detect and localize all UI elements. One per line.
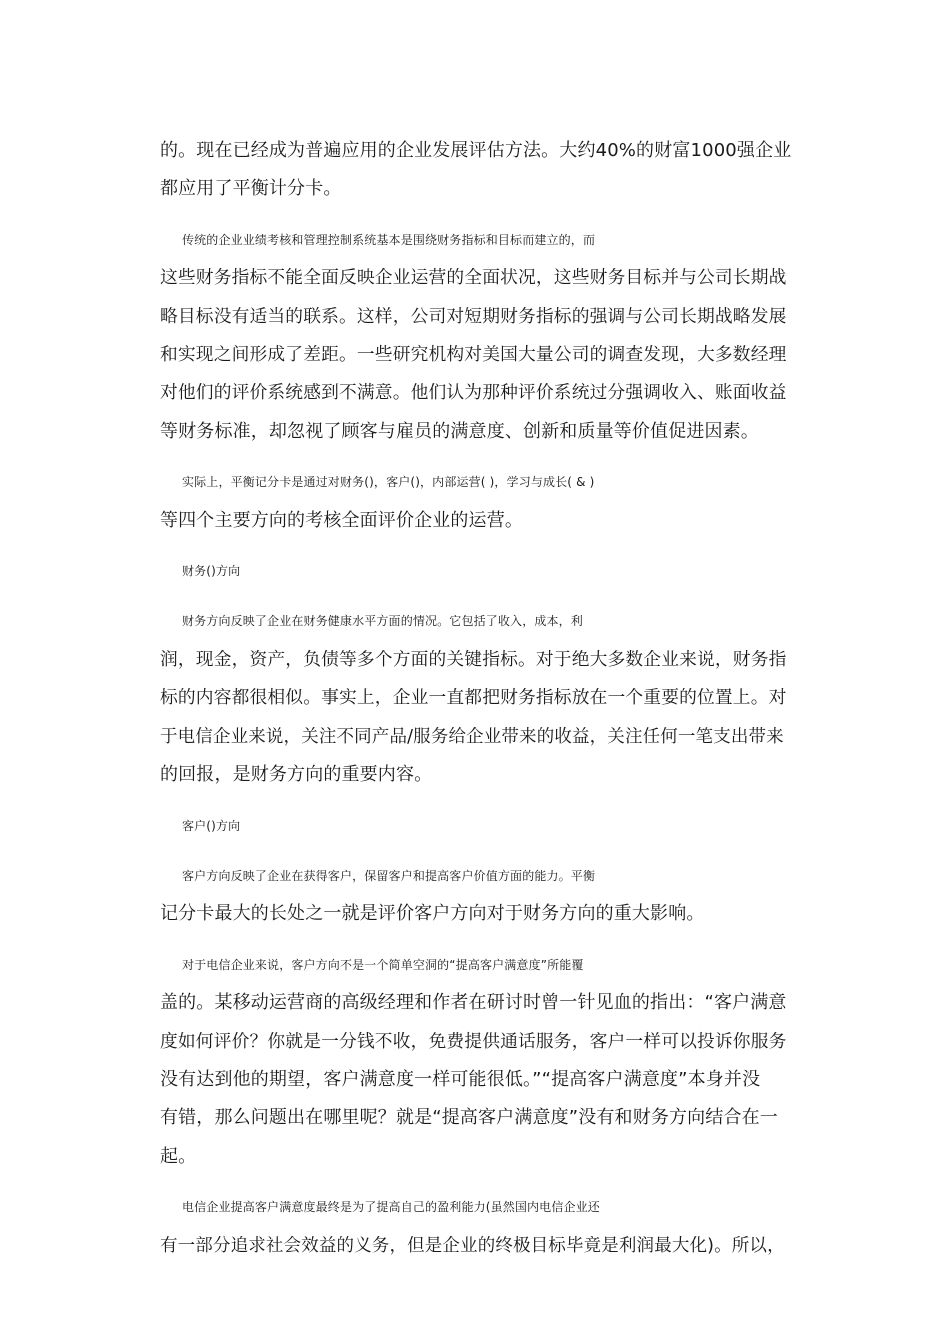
paragraph xyxy=(160,602,790,794)
text-line: 和实现之间形成了差距。一些研究机构对美国大量公司的调查发现，大多数经理 xyxy=(160,345,787,366)
text-line: 记分卡最大的长处之一就是评价客户方向对于财务方向的重大影响。 xyxy=(160,903,705,925)
section-heading xyxy=(160,807,790,845)
text-line: 客户方向反映了企业在获得客户，保留客户和提高客户价值方面的能力。平衡 xyxy=(182,868,596,883)
text-line: 标的内容都很相似。事实上，企业一直都把财务指标放在一个重要的位置上。对 xyxy=(160,688,787,709)
text-line: 电信企业提高客户满意度最终是为了提高自己的盈利能力(虽然国内电信企业还 xyxy=(182,1200,600,1215)
text-line: 于电信企业来说，关注不同产品/服务给企业带来的收益，关注任何一笔支出带来 xyxy=(160,726,784,747)
text-line: 度如何评价？你就是一分钱不收，免费提供通话服务，客户一样可以投诉你服务 xyxy=(160,1031,787,1052)
text-line: 等四个主要方向的考核全面评价企业的运营。 xyxy=(160,509,523,531)
paragraph xyxy=(160,221,790,451)
text-line: 没有达到他的期望，客户满意度一样可能很低。”“提高客户满意度”本身并没 xyxy=(160,1068,761,1090)
paragraph xyxy=(160,1188,790,1265)
text-line: 这些财务指标不能全面反映企业运营的全面状况，这些财务目标并与公司长期战 xyxy=(160,268,787,289)
text-line: 财务方向反映了企业在财务健康水平方面的情况。它包括了收入，成本，利 xyxy=(182,614,583,629)
text-line: 等财务标准，却忽视了顾客与雇员的满意度、创新和质量等价值促进因素。 xyxy=(160,420,759,442)
text-line: 盖的。某移动运营商的高级经理和作者在研讨时曾一针见血的指出：“客户满意 xyxy=(160,992,787,1014)
section-heading xyxy=(160,552,790,590)
text-line: 客户()方向 xyxy=(182,818,241,833)
text-line: 的。现在已经成为普遍应用的企业发展评估方法。大约40%的财富1000强企业 xyxy=(160,140,792,161)
document-body xyxy=(160,132,790,1265)
text-line: 略目标没有适当的联系。这样，公司对短期财务指标的强调与公司长期战略发展 xyxy=(160,306,787,327)
paragraph xyxy=(160,857,790,934)
text-line: 都应用了平衡计分卡。 xyxy=(160,178,342,200)
text-line: 对于电信企业来说，客户方向不是一个简单空洞的“提高客户满意度”所能覆 xyxy=(182,957,584,972)
text-line: 有错，那么问题出在哪里呢？就是“提高客户满意度”没有和财务方向结合在一 xyxy=(160,1107,778,1129)
text-line: 实际上，平衡记分卡是通过对财务()，客户()，内部运营( )，学习与成长( & ) xyxy=(182,475,595,490)
text-line: 的回报，是财务方向的重要内容。 xyxy=(160,764,433,786)
paragraph xyxy=(160,132,790,209)
text-line: 有一部分追求社会效益的义务，但是企业的终极目标毕竟是利润最大化)。所以， xyxy=(160,1235,785,1256)
text-line: 润，现金，资产，负债等多个方面的关键指标。对于绝大多数企业来说，财务指 xyxy=(160,649,787,670)
text-line: 传统的企业业绩考核和管理控制系统基本是围绕财务指标和目标而建立的，而 xyxy=(182,232,596,247)
text-line: 财务()方向 xyxy=(182,564,241,579)
text-line: 对他们的评价系统感到不满意。他们认为那种评价系统过分强调收入、账面收益 xyxy=(160,383,787,404)
paragraph xyxy=(160,946,790,1176)
paragraph xyxy=(160,463,790,540)
text-line: 起。 xyxy=(160,1145,197,1167)
